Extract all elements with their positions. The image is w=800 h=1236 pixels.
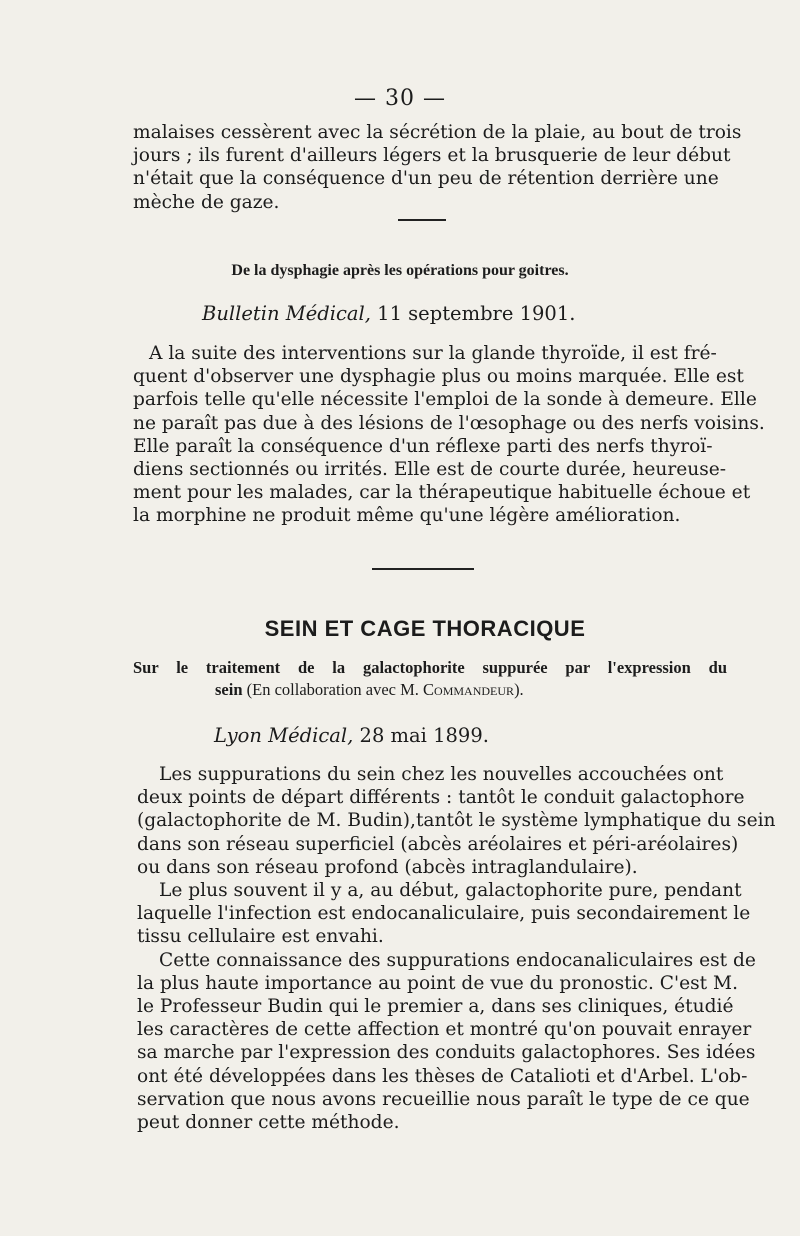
collaborator-name: Commandeur (423, 680, 515, 699)
publication-date: 28 mai 1899. (359, 724, 489, 747)
text-line: peut donner cette méthode. (137, 1112, 400, 1134)
text-line: la morphine ne produit même qu'une légère amélioration. (133, 505, 681, 527)
journal-name: Lyon Médical, (214, 724, 354, 747)
section-title: SEIN ET CAGE THORACIQUE (264, 616, 586, 641)
text-line: ont été développées dans les thèses de Catalioti et d'Arbel. L'ob- (137, 1065, 748, 1087)
text-line: ne paraît pas due à des lésions de l'œsophage ou des nerfs voisins. (133, 412, 765, 434)
collaboration-note: (En collaboration avec M. (246, 680, 419, 699)
journal-name: Bulletin Médical, (202, 302, 371, 325)
text-line: deux points de départ différents : tantôt le conduit galactophore (137, 787, 745, 809)
text-line: A la suite des interventions sur la glande thyroïde, il est fré- (149, 343, 717, 364)
text-line: les caractères de cette affection et montré qu'on pouvait enrayer (137, 1019, 752, 1041)
collaboration-close: ). (514, 680, 524, 699)
text-line: la plus haute importance au point de vue du pronostic. C'est M. (137, 972, 739, 994)
page-number: — 30 — (354, 86, 446, 111)
text-line: tissu cellulaire est envahi. (137, 926, 384, 948)
text-line: quent d'observer une dysphagie plus ou moins marquée. Elle est (133, 366, 744, 388)
article-reference (202, 302, 575, 325)
text-line: le Professeur Budin qui le premier a, dans ses cliniques, étudié (137, 996, 734, 1018)
title-word: sein (215, 680, 243, 699)
article-body (137, 763, 776, 1134)
text-line: sa marche par l'expression des conduits galactophores. Ses idées (137, 1042, 756, 1064)
text-line: ou dans son réseau profond (abcès intraglandulaire). (137, 856, 638, 878)
article-body (133, 342, 765, 528)
text-line: mèche de gaze. (133, 191, 280, 213)
publication-date: 11 septembre 1901. (377, 302, 576, 325)
text-line: servation que nous avons recueillie nous paraît le type de ce que (137, 1088, 750, 1110)
text-line (133, 679, 727, 701)
text-line: malaises cessèrent avec la sécrétion de la plaie, au bout de trois (133, 122, 742, 143)
text-line: laquelle l'infection est endocanaliculaire, puis secondairement le (137, 903, 751, 925)
text-line: jours ; ils furent d'ailleurs légers et la brusquerie de leur début (133, 145, 731, 167)
article-title (133, 657, 727, 701)
section-divider (372, 568, 474, 570)
article-reference (214, 724, 489, 747)
text-line: parfois telle qu'elle nécessite l'emploi de la sonde à demeure. Elle (133, 389, 757, 411)
text-line: Cette connaissance des suppurations endocanaliculaires est de (159, 949, 756, 971)
text-line: (galactophorite de M. Budin),tantôt le système lymphatique du sein (137, 810, 776, 832)
text-line: ment pour les malades, car la thérapeutique habituelle échoue et (133, 482, 751, 504)
text-line: dans son réseau superficiel (abcès aréolaires et péri-aréolaires) (137, 833, 739, 855)
text-line: Le plus souvent il y a, au début, galactophorite pure, pendant (159, 880, 742, 902)
short-divider (398, 219, 446, 221)
text-line: Sur le traitement de la galactophorite suppurée par l'expression du (133, 658, 727, 677)
text-line: Elle paraît la conséquence d'un réflexe parti des nerfs thyroï- (133, 435, 713, 457)
article-title: De la dysphagie après les opérations pour goitres. (231, 262, 569, 279)
text-line: Les suppurations du sein chez les nouvelles accouchées ont (159, 764, 724, 785)
intro-paragraph (133, 121, 742, 214)
text-line: n'était que la conséquence d'un peu de rétention derrière une (133, 168, 719, 190)
text-line: diens sectionnés ou irrités. Elle est de courte durée, heureuse- (133, 459, 727, 481)
